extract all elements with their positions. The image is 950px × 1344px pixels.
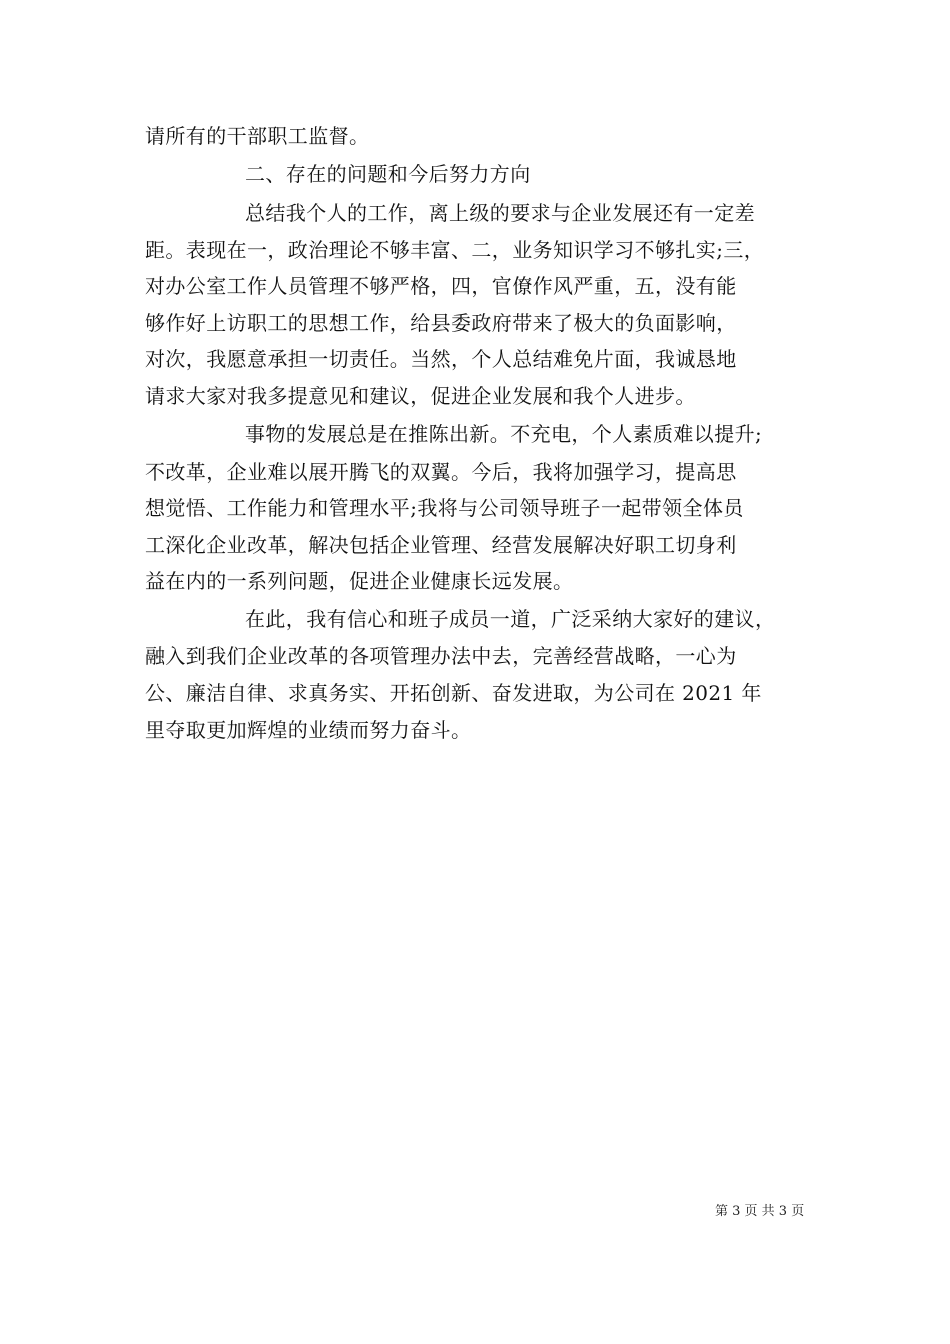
text-line: 对次，我愿意承担一切责任。当然，个人总结难免片面，我诚恳地	[145, 347, 737, 371]
text-line: 益在内的一系列问题，促进企业健康长远发展。	[145, 569, 574, 593]
text-line: 里夺取更加辉煌的业绩而努力奋斗。	[145, 718, 472, 742]
page-number: 第 3 页 共 3 页	[715, 1204, 805, 1219]
text-line: 对办公室工作人员管理不够严格，四，官僚作风严重，五，没有能	[145, 274, 737, 298]
text-line: 事物的发展总是在推陈出新。不充电，个人素质难以提升;	[245, 422, 763, 446]
text-line: 公、廉洁自律、求真务实、开拓创新、奋发进取，为公司在 2021 年	[145, 681, 762, 705]
text-line: 不改革，企业难以展开腾飞的双翼。今后，我将加强学习，提高思	[145, 460, 737, 484]
text-line: 工深化企业改革，解决包括企业管理、经营发展解决好职工切身利	[145, 533, 737, 557]
text-line: 总结我个人的工作，离上级的要求与企业发展还有一定差	[245, 201, 755, 225]
text-line: 融入到我们企业改革的各项管理办法中去，完善经营战略，一心为	[145, 644, 737, 668]
text-line: 请求大家对我多提意见和建议，促进企业发展和我个人进步。	[145, 384, 696, 408]
text-line: 请所有的干部职工监督。	[145, 124, 370, 148]
section-heading: 二、存在的问题和今后努力方向	[245, 162, 531, 186]
text-line: 够作好上访职工的思想工作，给县委政府带来了极大的负面影响，	[145, 311, 737, 335]
text-line: 在此，我有信心和班子成员一道，广泛采纳大家好的建议，	[245, 607, 776, 631]
text-line: 想觉悟、工作能力和管理水平;我将与公司领导班子一起带领全体员	[145, 496, 744, 520]
text-line: 距。表现在一，政治理论不够丰富、二，业务知识学习不够扎实;三，	[145, 238, 765, 262]
